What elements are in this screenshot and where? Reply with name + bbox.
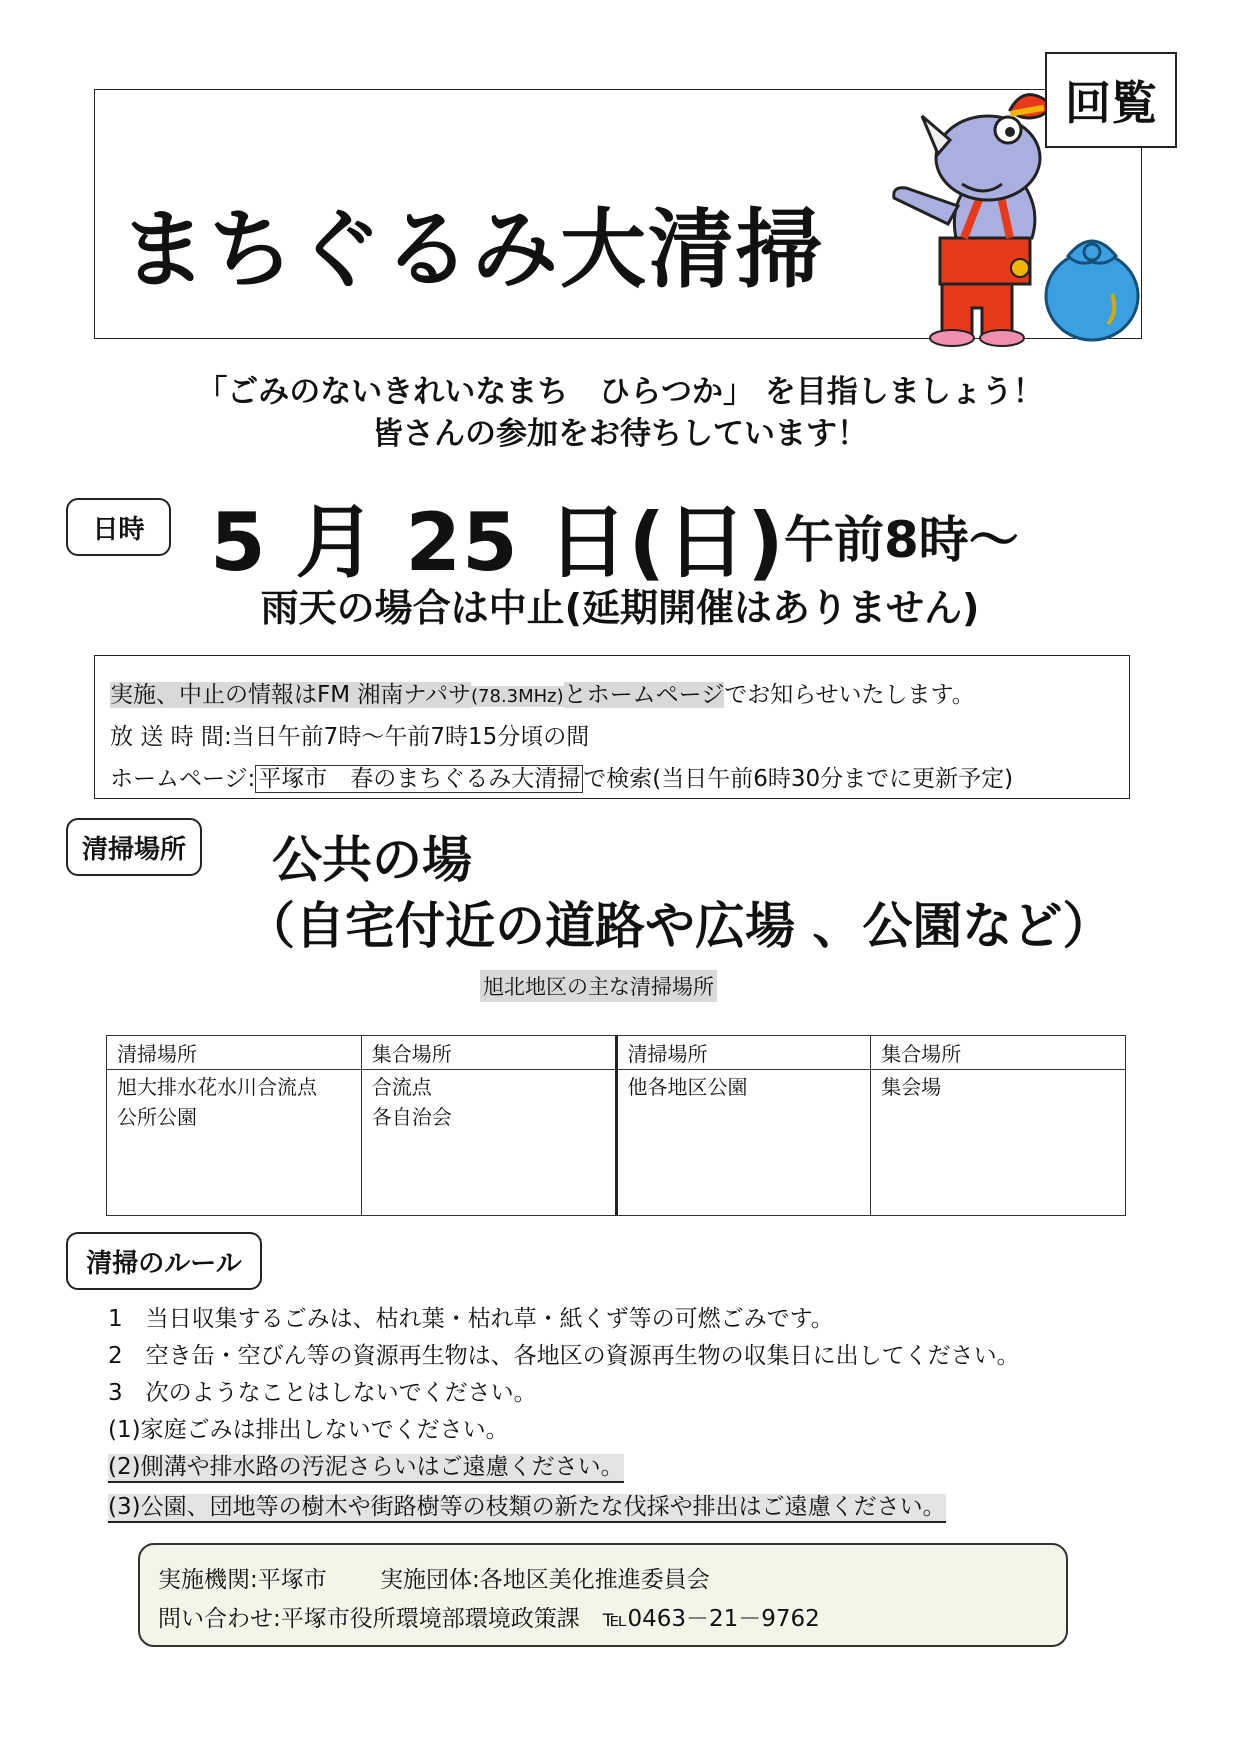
- broadcast-time-label: 放 送 時 間: [110, 724, 224, 750]
- info-line-2: [110, 718, 589, 751]
- circulation-label: 回覧: [1045, 52, 1177, 148]
- rule-item: 3 次のようなことはしないでください。: [108, 1380, 537, 1406]
- location-subtitle: （自宅付近の道路や広場 、公園など）: [245, 897, 1113, 955]
- page-title: まちぐるみ大清掃: [120, 200, 824, 300]
- event-date: 5 月 25 日(日): [210, 496, 785, 589]
- rule-item: 2 空き缶・空びん等の資源再生物は、各地区の資源再生物の収集日に出してください。: [108, 1343, 1020, 1369]
- table-cell: [361, 1070, 616, 1216]
- table-header-cell: 集合場所: [361, 1036, 616, 1070]
- cleaning-place: 他各地区公園: [627, 1075, 748, 1099]
- homepage-rest: で検索(当日午前6時30分までに更新予定): [583, 766, 1014, 792]
- rain-note: 雨天の場合は中止(延期開催はありません): [260, 586, 980, 630]
- cleaning-place: 旭大排水花水川合流点: [117, 1075, 317, 1099]
- homepage-colon: :: [247, 766, 256, 792]
- meeting-place: 集会場: [881, 1075, 942, 1099]
- footer-organizer: 実施機関:平塚市 実施団体:各地区美化推進委員会: [158, 1567, 710, 1593]
- rules-tag: 清掃のルール: [66, 1232, 262, 1290]
- location-tag: 清掃場所: [66, 818, 202, 876]
- meeting-place: 各自治会: [371, 1105, 452, 1129]
- info-line-3: [110, 760, 1013, 793]
- info-fm-station: FM 湘南ナパサ: [317, 682, 472, 708]
- info-frequency: (78.3MHz): [471, 686, 564, 707]
- table-row: [107, 1070, 1126, 1216]
- table-header-cell: 清掃場所: [107, 1036, 362, 1070]
- table-header-row: [107, 1036, 1126, 1070]
- table-header-cell: 集合場所: [871, 1036, 1126, 1070]
- rule-item-text: (3)公園、団地等の樹木や街路樹等の枝類の新たな伐採や排出はご遠慮ください。: [108, 1494, 946, 1523]
- rule-item: [108, 1488, 946, 1521]
- slogan-line-2: 皆さんの参加をお待ちしています！: [372, 416, 868, 452]
- table-cell: [107, 1070, 362, 1216]
- table-caption: 旭北地区の主な清掃場所: [480, 970, 717, 1002]
- info-line-1: [110, 676, 975, 709]
- schedule-tag: 日時: [66, 498, 171, 556]
- meeting-place: 合流点: [371, 1075, 432, 1099]
- location-title: 公共の場: [272, 831, 472, 889]
- rule-item: (1)家庭ごみは排出しないでください。: [108, 1417, 509, 1443]
- info-line-1-rest: でお知らせいたします。: [724, 682, 975, 708]
- footer-contact: 問い合わせ:平塚市役所環境部環境政策課 ℡0463－21－9762: [158, 1606, 820, 1632]
- cleaning-place: 公所公園: [117, 1105, 197, 1129]
- rule-item-text: (2)側溝や排水路の汚泥さらいはご遠慮ください。: [108, 1454, 624, 1483]
- info-highlight-b: とホームページ: [563, 682, 725, 708]
- slogan-line-1: 「ごみのないきれいなまち ひらつか」 を目指しましょう！: [196, 374, 1044, 410]
- places-table: [106, 1035, 1126, 1216]
- table-cell: [871, 1070, 1126, 1216]
- rule-item: [108, 1448, 624, 1481]
- event-time: 午前8時～: [784, 511, 1019, 569]
- homepage-label: ホームページ: [110, 766, 248, 792]
- table-header-cell: 清掃場所: [616, 1036, 871, 1070]
- homepage-search-term: 平塚市 春のまちぐるみ大清掃: [255, 765, 583, 793]
- info-highlight-a: 実施、中止の情報は: [110, 682, 317, 708]
- broadcast-time-value: :当日午前7時～午前7時15分頃の間: [223, 724, 590, 750]
- table-cell: [616, 1070, 871, 1216]
- rule-item: 1 当日収集するごみは、枯れ葉・枯れ草・紙くず等の可燃ごみです。: [108, 1306, 834, 1332]
